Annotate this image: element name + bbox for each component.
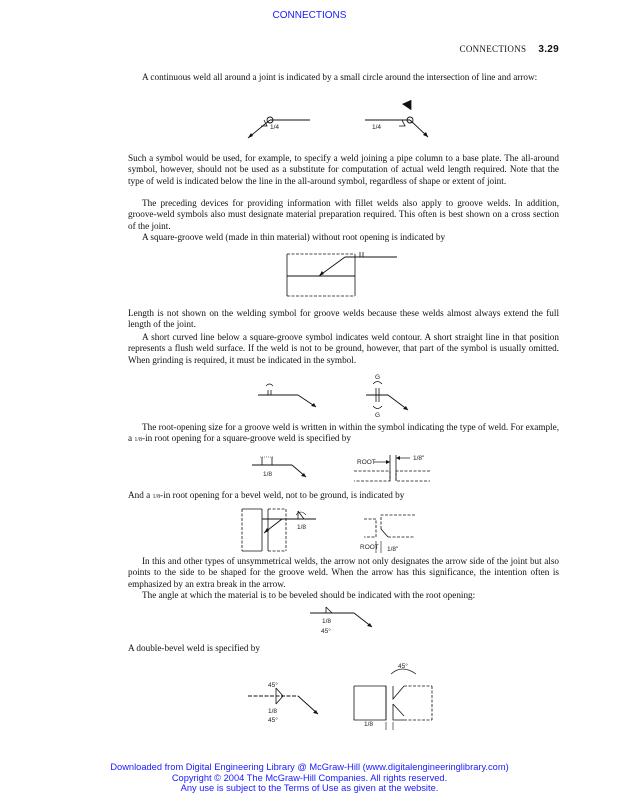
all-around-left-symbol — [248, 117, 310, 138]
double-bevel-angle-top: 45° — [268, 682, 278, 689]
footer-download-link[interactable]: Downloaded from Digital Engineering Library @ McGraw-Hill (www.digitalengineeringlibrary.com) — [110, 762, 509, 772]
all-around-right-size: 1/4 — [372, 124, 382, 131]
paragraph-double-bevel: A double-bevel weld is specified by — [128, 643, 260, 653]
bevel-section-symbol — [242, 509, 316, 551]
grind-letter-bottom: G — [375, 412, 381, 419]
paragraph-square-groove: A square-groove weld (made in thin material) without root opening is indicated by — [142, 232, 446, 242]
bevel-root-text-b: -in root opening for a bevel weld, not to be ground, is indicated by — [160, 490, 405, 500]
bevel-root-value: 1/8" — [387, 546, 399, 553]
contour-grind-symbol — [366, 374, 408, 419]
footer-terms-link[interactable]: Any use is subject to the Terms of Use as given at the website. — [180, 783, 439, 794]
double-bevel-drawing-gap: 1/8 — [364, 721, 374, 728]
bevel-root-text-a: And a — [128, 490, 153, 500]
all-around-left-size: 1/4 — [270, 124, 280, 131]
footer-copyright-link[interactable]: Copyright © 2004 The McGraw-Hill Companies. All rights reserved. — [171, 772, 448, 783]
bevel-root-detail — [360, 515, 415, 553]
angle-degrees-label: 45° — [321, 628, 331, 635]
square-groove-root-symbol — [252, 457, 306, 478]
figure-double-bevel — [246, 662, 446, 732]
paragraph-length-not-shown: Length is not shown on the welding symbol for groove welds because these welds almost always extend the full length of the joint. — [128, 308, 559, 330]
root-opening-text-b: -in root opening for a square-groove weld is specified by — [142, 433, 351, 444]
running-head — [460, 44, 559, 55]
grind-letter-top: G — [375, 374, 381, 381]
double-bevel-drawing — [354, 662, 432, 730]
bevel-opening-label: 1/8 — [297, 524, 307, 531]
top-link-connections[interactable]: CONNECTIONS — [272, 10, 347, 21]
bevel-root-fraction: 1/8 — [152, 494, 161, 500]
paragraph-contour: A short curved line below a square-groove symbol indicates weld contour. A short straight line in that position represents a flush weld surface. If the weld is not to be ground, however, that part of the symbol is usually omitted. When grinding is required, it must be indicated in the symbol. — [128, 332, 559, 365]
root-opening-text-a: The root-opening size for a groove weld is written in within the symbol indicating the type of weld. For example, a — [128, 422, 559, 444]
root-label: ROOT — [357, 459, 376, 466]
paragraph-bevel-angle: The angle at which the material is to be beveled should be indicated with the root opening: — [142, 590, 476, 600]
angle-opening-label: 1/8 — [322, 618, 332, 625]
figure-square-groove-section — [285, 246, 400, 302]
root-opening-detail — [354, 455, 430, 481]
page-number: 3.29 — [538, 44, 559, 55]
footer — [0, 762, 619, 794]
paragraph-all-around: A continuous weld all around a joint is indicated by a small circle around the intersection of line and arrow: — [142, 72, 538, 82]
square-groove-opening-label: 1/8 — [263, 471, 273, 478]
paragraph-root-opening — [128, 422, 559, 447]
double-bevel-drawing-angle: 45° — [398, 663, 408, 670]
double-bevel-symbol — [248, 681, 318, 724]
paragraph-all-around-usage: Such a symbol would be used, for example, to specify a weld joining a pipe column to a base plate. The all-around symbol, however, should not be used as a substitute for computation of actual weld length required. Note that the type of weld is indicated below the line in the all-around symbol, regardless of shape or extent of joint. — [128, 153, 559, 186]
running-head-title: CONNECTIONS — [459, 44, 527, 54]
double-bevel-opening: 1/8 — [268, 708, 278, 715]
root-value: 1/8" — [413, 455, 425, 462]
figure-bevel-angle — [310, 605, 380, 639]
paragraph-unsymmetrical: In this and other types of unsymmetrical welds, the arrow not only designates the arrow side of the joint but also points to the side to be shaped for the groove weld. When the arrow has this significance, the intention often is emphasized by an extra break in the arrow. — [128, 556, 559, 589]
bevel-root-label: ROOT — [360, 544, 379, 551]
figure-square-groove-root — [250, 449, 470, 487]
all-around-right-symbol — [365, 100, 428, 137]
paragraph-groove-welds: The preceding devices for providing information with fillet welds also apply to groove welds. In addition, groove-weld symbols also must designate material preparation required. This often is best shown on a cross section of the joint. — [128, 198, 559, 231]
contour-flush-symbol — [258, 384, 316, 407]
figure-bevel-root — [240, 505, 440, 555]
figure-contour-symbols — [258, 370, 418, 418]
paragraph-bevel-root — [128, 490, 559, 503]
root-opening-fraction: 1/8 — [134, 437, 143, 444]
double-bevel-angle-bottom: 45° — [268, 717, 278, 724]
figure-all-around-symbols — [240, 100, 440, 145]
